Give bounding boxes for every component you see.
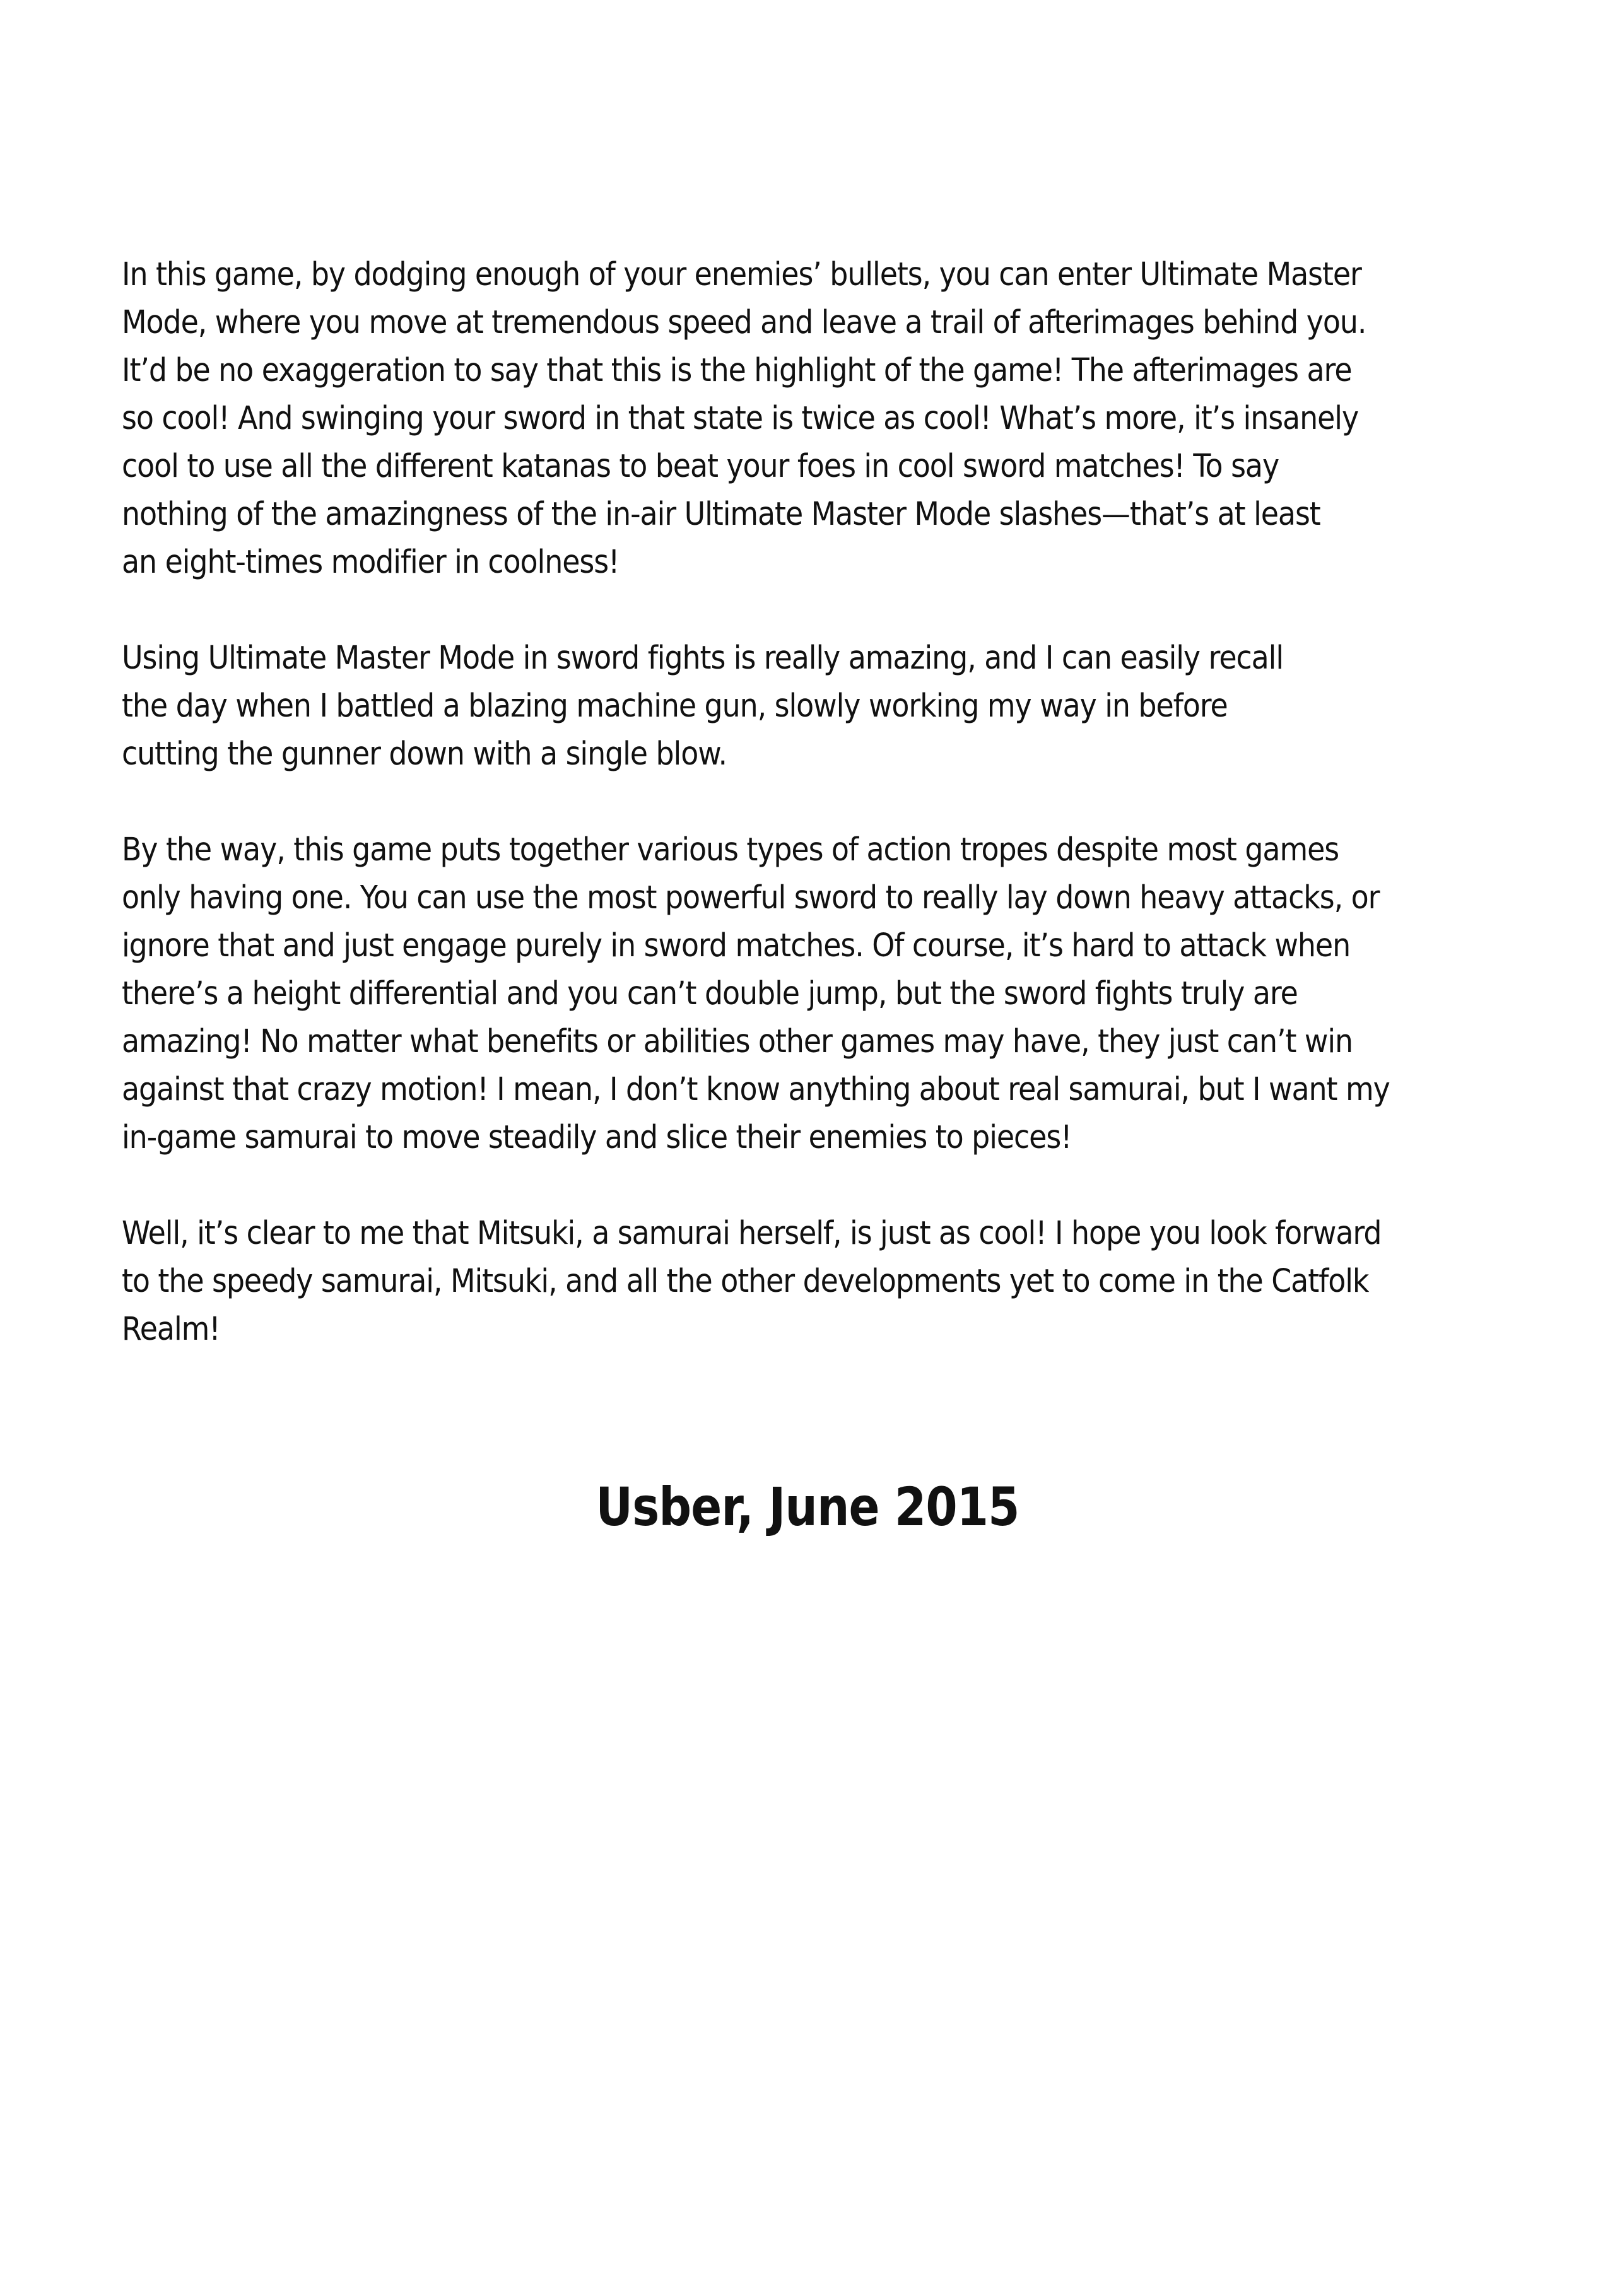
text-line: cool to use all the different katanas to beat your foes in cool sword matches! To say <box>122 448 1279 485</box>
text-line: Mode, where you move at tremendous speed and leave a trail of afterimages behind you. <box>122 304 1366 341</box>
text-line: against that crazy motion! I mean, I don’t know anything about real samurai, but I want my <box>122 1071 1390 1108</box>
author-signature: Usber, June 2015 <box>596 1476 1019 1538</box>
paragraph-4 <box>122 1210 1535 1354</box>
text-line: so cool! And swinging your sword in that state is twice as cool! What’s more, it’s insanely <box>122 400 1359 437</box>
text-line: to the speedy samurai, Mitsuki, and all the other developments yet to come in the Catfolk <box>122 1263 1369 1300</box>
text-line: an eight-times modifier in coolness! <box>122 544 620 581</box>
text-line: Well, it’s clear to me that Mitsuki, a samurai herself, is just as cool! I hope you look forward <box>122 1215 1382 1252</box>
text-line: there’s a height differential and you can’t double jump, but the sword fights truly are <box>122 975 1298 1012</box>
paragraph-2 <box>122 635 1535 778</box>
text-line: By the way, this game puts together various types of action tropes despite most games <box>122 831 1339 869</box>
text-line: nothing of the amazingness of the in-air Ultimate Master Mode slashes—that’s at least <box>122 496 1320 533</box>
afterword-body <box>122 251 1535 1402</box>
text-line: in-game samurai to move steadily and slice their enemies to pieces! <box>122 1119 1072 1156</box>
text-line: In this game, by dodging enough of your enemies’ bullets, you can enter Ultimate Master <box>122 256 1361 293</box>
text-line: amazing! No matter what benefits or abilities other games may have, they just can’t win <box>122 1023 1353 1060</box>
text-line: Using Ultimate Master Mode in sword fights is really amazing, and I can easily recall <box>122 640 1284 677</box>
text-line: only having one. You can use the most powerful sword to really lay down heavy attacks, or <box>122 879 1380 917</box>
text-line: the day when I battled a blazing machine gun, slowly working my way in before <box>122 688 1228 725</box>
text-line: Realm! <box>122 1311 220 1348</box>
paragraph-1 <box>122 251 1535 587</box>
text-line: cutting the gunner down with a single blow. <box>122 735 727 773</box>
text-line: It’d be no exaggeration to say that this is the highlight of the game! The afterimages are <box>122 352 1352 389</box>
paragraph-3 <box>122 826 1535 1162</box>
text-line: ignore that and just engage purely in sword matches. Of course, it’s hard to attack when <box>122 927 1351 964</box>
